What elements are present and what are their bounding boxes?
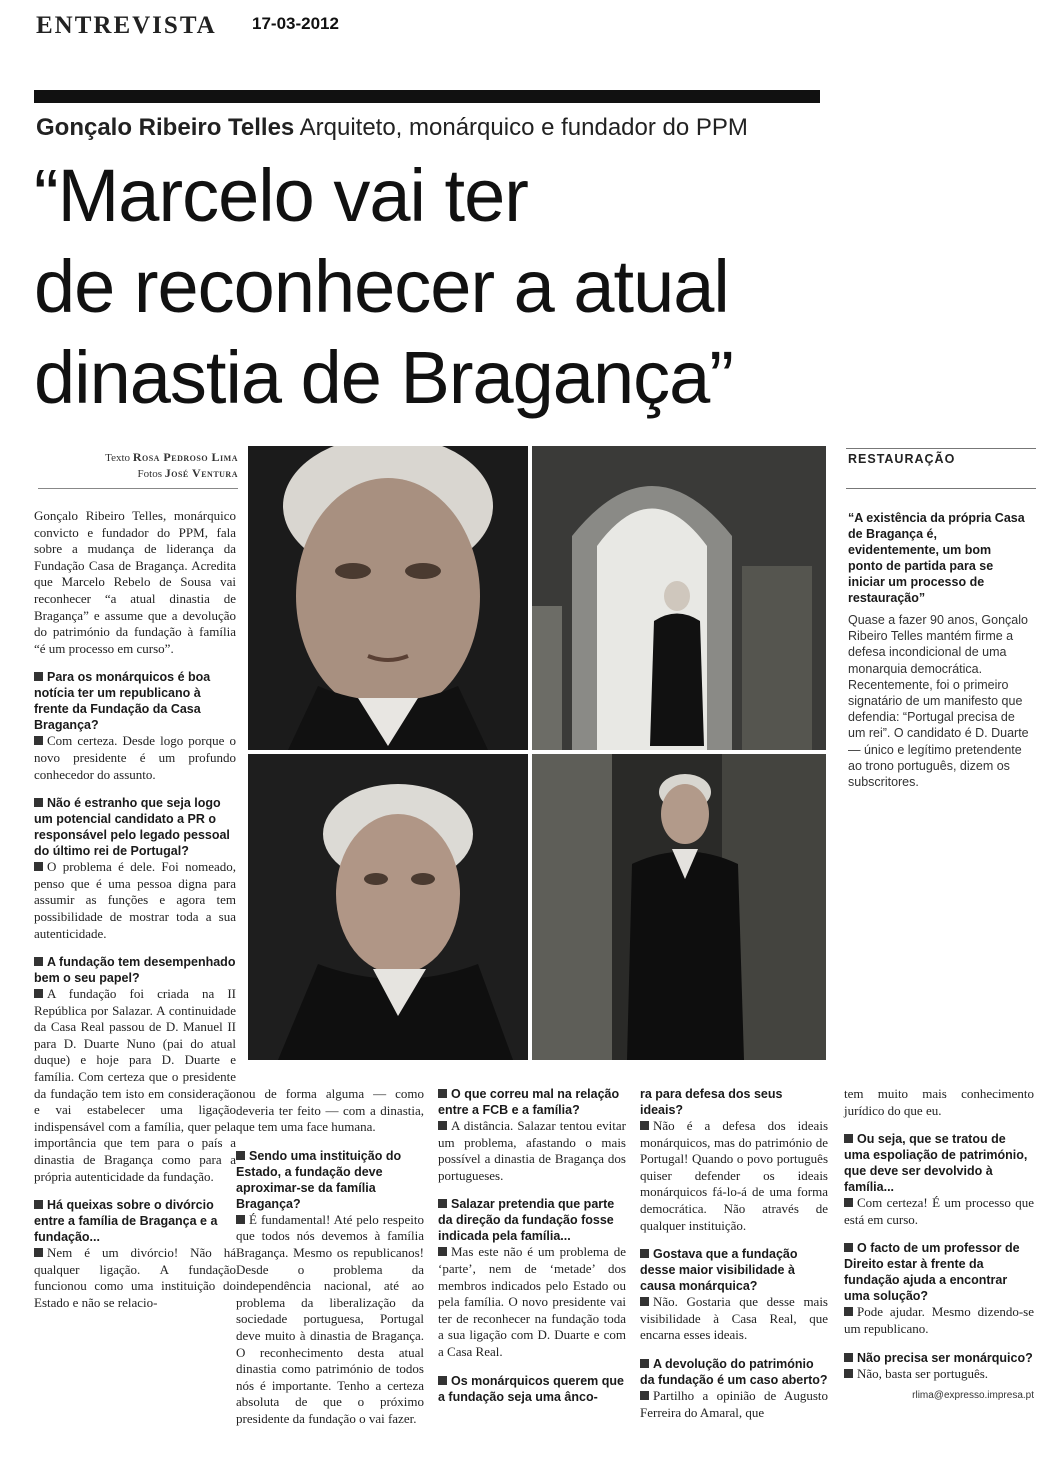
question: Há queixas sobre o divórcio entre a família de Bragança e a fundação...	[34, 1198, 218, 1245]
photo-portrait-closeup	[248, 446, 528, 750]
question-marker-icon	[438, 1199, 447, 1208]
question-marker-icon	[34, 798, 43, 807]
question: Não é estranho que seja logo um potencial candidato a PR o responsável pelo legado pessoal do último rei de Portugal?	[34, 796, 230, 859]
answer: É fundamental! Até pelo respeito que todos nós devemos à família Bragança. Mesmo os republicanos! Desde o problema da independência nacional, até ao problema da liberalização da sociedade portuguesa, Portugal deve muito à dinastia de Bragança. O reconhecimento desta atual dinastia como património de todos nós é importante. Tenho a certeza absoluta de que o próximo presidente da fundação o vai fazer.	[236, 1211, 424, 1426]
byline	[38, 450, 238, 482]
intro-paragraph: Gonçalo Ribeiro Telles, monárquico convicto e fundador do PPM, fala sobre a mudança de liderança da Fundação Casa de Bragança. Acredita que Marcelo Rebelo de Sousa vai reconhecer “a atual dinastia de Bragança” e assume que a devolução do património da fundação à família “é um processo em curso”.	[34, 508, 236, 656]
question-marker-icon	[640, 1359, 649, 1368]
qa-item	[34, 669, 236, 783]
answer: Não. Gostaria que desse mais visibilidade à Casa Real, que encarna esses ideais.	[640, 1294, 828, 1343]
question: Gostava que a fundação desse maior visibilidade à causa monárquica?	[640, 1247, 798, 1294]
byline-rule	[38, 488, 238, 489]
headline-line: dinastia de Bragança”	[34, 336, 733, 419]
headline-line: de reconhecer a atual	[34, 245, 729, 328]
answer-marker-icon	[34, 736, 43, 745]
answer: Mas este não é um problema de ‘parte’, nem de ‘metade’ dos membros indicados pelo Estado ou pela família. O novo presidente vai ter de reconhecer na fundação toda a sua ligação com D. Duarte e com a Casa Real.	[438, 1244, 626, 1359]
qa-item	[438, 1086, 626, 1184]
answer: Com certeza. Desde logo porque o novo presidente é um profundo conhecedor do assunto.	[34, 733, 236, 782]
answer-marker-icon	[34, 1248, 43, 1257]
answer: Pode ajudar. Mesmo dizendo-se um republicano.	[844, 1304, 1034, 1336]
answer-marker-icon	[236, 1215, 245, 1224]
answer-marker-icon	[844, 1369, 853, 1378]
qa-item	[844, 1240, 1034, 1337]
photo-portrait-side	[248, 754, 528, 1060]
kicker	[36, 114, 748, 142]
question-marker-icon	[34, 672, 43, 681]
standing-image	[532, 754, 826, 1060]
question: Não precisa ser monárquico?	[857, 1350, 1033, 1365]
question: A devolução do património da fundação é um caso aberto?	[640, 1356, 828, 1387]
question: Para os monárquicos é boa notícia ter um republicano à frente da Fundação da Casa Bragança?	[34, 670, 211, 733]
question-marker-icon	[34, 1200, 43, 1209]
answer: A fundação foi criada na II República por Salazar. A continuidade da Casa Real passou de D. Manuel II para D. Duarte Nuno (pai do atual duque) e hoje para D. Duarte e família. Com certeza que o presidente da fundação tem isto em consideração e vai estabelecer uma ligação indispensável com a família, quer pela importância que tem para o país a dinastia de Bragança como para a própria autenticidade da fundação.	[34, 986, 236, 1184]
question: A fundação tem desempenhado bem o seu papel?	[34, 955, 236, 986]
answer-marker-icon	[844, 1307, 853, 1316]
answer-marker-icon	[640, 1121, 649, 1130]
top-rule	[34, 90, 820, 103]
answer-marker-icon	[640, 1297, 649, 1306]
qa-item	[640, 1356, 828, 1421]
continued-text: nou de forma alguma — como deveria ter feito — com a dinastia, que tem uma face humana.	[236, 1086, 424, 1135]
text-label: Texto	[105, 452, 131, 464]
question-marker-icon	[844, 1243, 853, 1252]
date-stamp: 17-03-2012	[252, 14, 339, 33]
qa-item	[640, 1118, 828, 1234]
headline-line: “Marcelo vai ter	[34, 154, 528, 237]
photo-label: Fotos	[137, 468, 162, 480]
headline	[34, 150, 814, 423]
answer: Partilho a opinião de Augusto Ferreira do Amaral, que	[640, 1387, 828, 1420]
section-tag: ENTREVISTA	[36, 12, 217, 39]
sidebar-rule	[846, 488, 1036, 489]
column-4	[640, 1086, 828, 1421]
column-1	[34, 508, 236, 1312]
question: O que correu mal na relação entre a FCB e a família?	[438, 1087, 620, 1117]
question: Os monárquicos querem que a fundação seja uma ânco-	[438, 1373, 624, 1404]
sidebar-lead: “A existência da própria Casa de Bragança é, evidentemente, um bom ponto de partida para se iniciar um processo de restauração”	[848, 511, 1025, 605]
sidebar-rule	[846, 448, 1036, 449]
qa-item	[438, 1373, 626, 1405]
qa-item	[844, 1350, 1034, 1383]
qa-item	[236, 1148, 424, 1428]
question: Salazar pretendia que parte da direção da fundação fosse indicada pela família...	[438, 1197, 615, 1244]
column-5	[844, 1086, 1034, 1405]
continued-question: ra para defesa dos seus ideais?	[640, 1087, 783, 1117]
continued-text: tem muito mais conhecimento jurídico do que eu.	[844, 1086, 1034, 1118]
question: O facto de um professor de Direito estar à frente da fundação ajuda a encontrar uma solução?	[844, 1241, 1020, 1304]
answer-marker-icon	[438, 1247, 447, 1256]
qa-item	[438, 1196, 626, 1360]
question: Ou seja, que se tratou de uma espoliação de património, que deve ser devolvido à família...	[844, 1132, 1028, 1195]
answer-marker-icon	[34, 862, 43, 871]
qa-item	[640, 1246, 828, 1344]
answer: Não é a defesa dos ideais monárquicos, mas do património de Portugal! Quando o povo português quiser defender os ideais monárquicos fá-lo-á de uma forma democrática. Não através de qualquer instituição.	[640, 1118, 828, 1233]
question-marker-icon	[438, 1089, 447, 1098]
question-marker-icon	[236, 1151, 245, 1160]
author-email[interactable]: rlima@expresso.impresa.pt	[912, 1390, 1034, 1402]
answer: Nem é um divórcio! Não há qualquer ligação. A fundação funcionou como uma instituição do Estado e não se relacio-	[34, 1245, 236, 1310]
answer: Não, basta ser português.	[857, 1365, 989, 1381]
column-3	[438, 1086, 626, 1405]
answer-marker-icon	[640, 1391, 649, 1400]
answer-marker-icon	[844, 1198, 853, 1207]
interviewee-role: Arquiteto, monárquico e fundador do PPM	[299, 114, 748, 141]
answer-marker-icon	[34, 989, 43, 998]
portrait-image	[248, 446, 528, 750]
answer: O problema é dele. Foi nomeado, penso que é uma pessoa digna para assumir as funções e agora tem possibilidade de mostrar toda a sua autenticidade.	[34, 859, 236, 941]
question-marker-icon	[844, 1134, 853, 1143]
photo-author: José Ventura	[164, 466, 238, 480]
answer: A distância. Salazar tentou evitar um problema, afastando o mais possível a dinastia de Bragança dos portugueses.	[438, 1118, 626, 1183]
question-marker-icon	[640, 1249, 649, 1258]
portrait-side-image	[248, 754, 528, 1060]
sidebar-body: Quase a fazer 90 anos, Gonçalo Ribeiro Telles mantém firme a defesa incondicional de uma monarquia democrática. Recentemente, foi o primeiro signatário de um manifesto que defendia: “Portugal precisa de um rei”. O candidato é D. Duarte — único e legítimo pretendente ao trono português, dizem os subscritores.	[848, 613, 1029, 790]
sidebar-title: RESTAURAÇÃO	[848, 452, 956, 466]
question-marker-icon	[438, 1376, 447, 1385]
photo-standing	[532, 754, 826, 1060]
column-2	[236, 1086, 424, 1428]
qa-item	[844, 1131, 1034, 1228]
question: Sendo uma instituição do Estado, a fundação deve aproximar-se da família Bragança?	[236, 1148, 402, 1211]
qa-item	[34, 1197, 236, 1311]
answer: Com certeza! É um processo que está em curso.	[844, 1195, 1034, 1227]
text-author: Rosa Pedroso Lima	[132, 450, 238, 464]
interviewee-name: Gonçalo Ribeiro Telles	[36, 114, 295, 141]
photo-stairway	[532, 446, 826, 750]
answer-marker-icon	[438, 1121, 447, 1130]
stairway-image	[532, 446, 826, 750]
qa-item	[34, 795, 236, 942]
qa-item	[34, 954, 236, 1185]
question-marker-icon	[844, 1353, 853, 1362]
question-marker-icon	[34, 957, 43, 966]
